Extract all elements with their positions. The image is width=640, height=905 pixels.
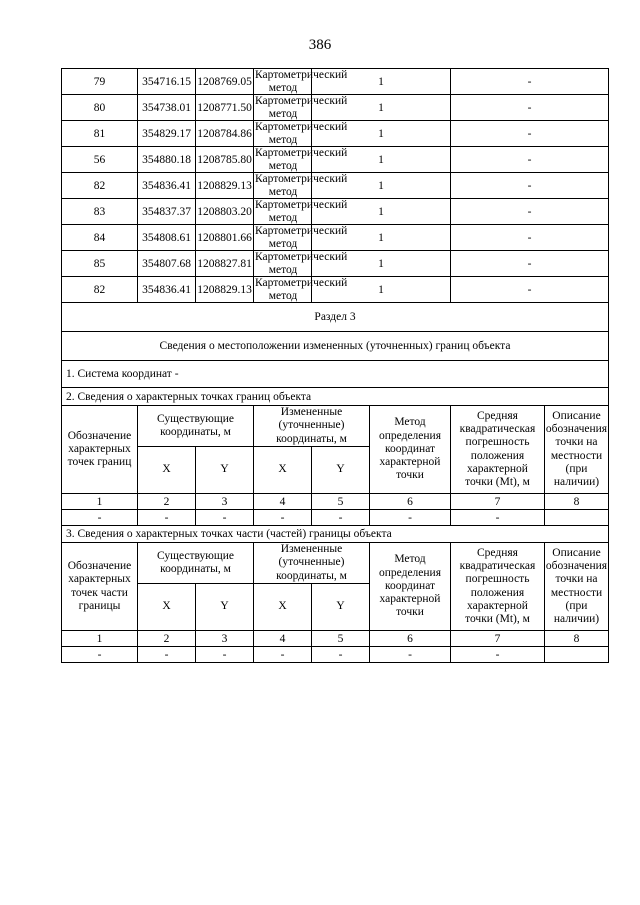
point-id-cell: 83 [62, 199, 138, 225]
header-line: Существующие [156, 412, 234, 425]
y-header: Y [196, 447, 254, 494]
header-line: (при [565, 462, 588, 475]
table-row [62, 277, 609, 303]
y-coordinate-cell: 1208784.86 [196, 121, 254, 147]
empty-value-cell: - [312, 647, 370, 663]
description-cell: - [451, 147, 609, 173]
header-line: Метод [394, 416, 426, 429]
point-id-cell: 82 [62, 277, 138, 303]
method-cell [254, 199, 348, 225]
part3-table-body [62, 543, 609, 663]
header-line: точек части [71, 586, 128, 599]
method-cell [254, 121, 348, 147]
existing-coordinates-header [138, 543, 254, 584]
point-id-cell: 79 [62, 69, 138, 95]
accuracy-cell: 1 [312, 225, 451, 251]
document-sheet [61, 68, 608, 663]
column-number-cell: 4 [254, 494, 312, 510]
column-number-cell: 3 [196, 631, 254, 647]
column-number-cell: 8 [545, 494, 609, 510]
header-line: характерной [379, 456, 441, 469]
header-line: квадратическая [459, 560, 536, 573]
coordinates-body [62, 69, 609, 303]
header-line: координаты, м [160, 426, 231, 438]
column-number-cell: 4 [254, 631, 312, 647]
point-id-cell: 56 [62, 147, 138, 173]
header-line: Средняя [477, 546, 518, 559]
header-line: (при [565, 599, 588, 612]
method-cell [254, 251, 348, 277]
y-header: Y [196, 584, 254, 631]
column-number-row [62, 631, 609, 647]
x-coordinate-cell: 354807.68 [138, 251, 196, 277]
accuracy-cell: 1 [312, 69, 451, 95]
header-line: Описание [552, 409, 601, 422]
method-text: Картометрический метод [255, 147, 348, 172]
method-text: Картометрический метод [255, 199, 348, 224]
header-line: положения [470, 449, 525, 462]
header-line: Обозначение [67, 560, 132, 573]
x-coordinate-cell: 354716.15 [138, 69, 196, 95]
table-row [62, 251, 609, 277]
changed-coordinates-header [254, 543, 370, 584]
header-line: границы [78, 599, 121, 612]
x-coordinate-cell: 354829.17 [138, 121, 196, 147]
empty-value-cell [545, 647, 609, 663]
description-cell: - [451, 121, 609, 147]
description-cell: - [451, 69, 609, 95]
accuracy-cell: 1 [312, 121, 451, 147]
method-text: Картометрический метод [255, 277, 348, 302]
y-coordinate-cell: 1208785.80 [196, 147, 254, 173]
method-cell [254, 69, 348, 95]
header-line: определения [378, 566, 441, 579]
header-line: (уточненные) [278, 419, 345, 432]
point-id-cell: 85 [62, 251, 138, 277]
header-line: точки (Mt), м [465, 475, 530, 488]
empty-value-cell: - [254, 510, 312, 526]
column-number-cell: 7 [451, 631, 545, 647]
point-id-cell: 81 [62, 121, 138, 147]
header-line: квадратическая [459, 423, 536, 436]
header-line: наличии) [553, 612, 600, 625]
y-coordinate-cell: 1208803.20 [196, 199, 254, 225]
y-coordinate-cell: 1208771.50 [196, 95, 254, 121]
empty-value-cell: - [196, 647, 254, 663]
table-row [62, 225, 609, 251]
x-coordinate-cell: 354880.18 [138, 147, 196, 173]
existing-coordinates-header [138, 406, 254, 447]
x-coordinate-cell: 354836.41 [138, 173, 196, 199]
accuracy-cell: 1 [312, 251, 451, 277]
section-title: Раздел 3 [62, 303, 609, 332]
description-cell: - [451, 225, 609, 251]
y-header: Y [312, 447, 370, 494]
header-line: точки (Mt), м [465, 612, 530, 625]
header-line: точки на [555, 573, 598, 586]
method-text: Картометрический метод [255, 95, 348, 120]
accuracy-header [451, 406, 545, 494]
description-cell: - [451, 173, 609, 199]
part2-table-body [62, 406, 609, 526]
description-header [545, 543, 609, 631]
header-line: местности [550, 586, 603, 599]
header-line: обозначения [545, 423, 608, 436]
header-line: координаты, м [276, 432, 347, 445]
method-text: Картометрический метод [255, 69, 348, 94]
header-line: точек границ [67, 456, 132, 469]
header-line: точки [396, 469, 424, 482]
accuracy-header [451, 543, 545, 631]
empty-value-cell: - [370, 510, 451, 526]
method-cell [254, 147, 348, 173]
header-line: обозначения [545, 560, 608, 573]
x-header: X [254, 584, 312, 631]
description-cell: - [451, 95, 609, 121]
column-number-row [62, 494, 609, 510]
point-id-cell: 84 [62, 225, 138, 251]
empty-data-row [62, 647, 609, 663]
point-designation-header [62, 543, 138, 631]
header-row [62, 543, 609, 584]
empty-value-cell: - [451, 647, 545, 663]
y-coordinate-cell: 1208827.81 [196, 251, 254, 277]
x-header: X [138, 447, 196, 494]
method-cell [254, 225, 348, 251]
column-number-cell: 3 [196, 494, 254, 510]
x-coordinate-cell: 354738.01 [138, 95, 196, 121]
empty-value-cell: - [370, 647, 451, 663]
table-row [62, 95, 609, 121]
header-line: погрешность [465, 573, 530, 586]
column-number-cell: 6 [370, 631, 451, 647]
part3-title: 3. Сведения о характерных точках части (частей) границы объекта [62, 526, 609, 543]
coordinate-system-label: 1. Система координат - [62, 361, 609, 388]
description-header [545, 406, 609, 494]
empty-value-cell: - [62, 510, 138, 526]
header-line: погрешность [465, 436, 530, 449]
header-line: характерных [68, 442, 131, 455]
table-row [62, 69, 609, 95]
header-line: характерной [379, 593, 441, 606]
boundary-table [61, 68, 609, 663]
column-number-cell: 5 [312, 494, 370, 510]
method-text: Картометрический метод [255, 251, 348, 276]
method-header [370, 406, 451, 494]
header-line: характерной [467, 462, 528, 475]
method-cell [254, 173, 348, 199]
y-coordinate-cell: 1208829.13 [196, 277, 254, 303]
accuracy-cell: 1 [312, 199, 451, 225]
header-line: Описание [552, 546, 601, 559]
changed-coordinates-header [254, 406, 370, 447]
point-id-cell: 80 [62, 95, 138, 121]
x-coordinate-cell: 354808.61 [138, 225, 196, 251]
column-number-cell: 2 [138, 494, 196, 510]
accuracy-cell: 1 [312, 95, 451, 121]
method-cell [254, 95, 348, 121]
column-number-cell: 7 [451, 494, 545, 510]
header-line: координаты, м [160, 563, 231, 575]
column-number-cell: 1 [62, 494, 138, 510]
header-line: Обозначение [67, 429, 132, 442]
description-cell: - [451, 251, 609, 277]
empty-value-cell: - [451, 510, 545, 526]
point-designation-header [62, 406, 138, 494]
table-row [62, 121, 609, 147]
header-line: определения [378, 429, 441, 442]
empty-value-cell: - [254, 647, 312, 663]
description-cell: - [451, 199, 609, 225]
x-coordinate-cell: 354837.37 [138, 199, 196, 225]
table-row [62, 173, 609, 199]
header-line: Существующие [156, 549, 234, 562]
header-line: координат [384, 442, 436, 455]
column-number-cell: 2 [138, 631, 196, 647]
header-line: (уточненные) [278, 556, 345, 569]
x-header: X [138, 584, 196, 631]
empty-value-cell [545, 510, 609, 526]
header-line: координаты, м [276, 569, 347, 582]
y-coordinate-cell: 1208829.13 [196, 173, 254, 199]
column-number-cell: 8 [545, 631, 609, 647]
header-line: характерных [68, 573, 131, 586]
table-row [62, 147, 609, 173]
header-line: характерной [467, 599, 528, 612]
header-line: наличии) [553, 475, 600, 488]
header-line: Метод [394, 553, 426, 566]
y-header: Y [312, 584, 370, 631]
page-number: 386 [308, 37, 332, 53]
empty-value-cell: - [138, 647, 196, 663]
header-line: точки на [555, 436, 598, 449]
empty-value-cell: - [312, 510, 370, 526]
empty-data-row [62, 510, 609, 526]
method-text: Картометрический метод [255, 173, 348, 198]
method-text: Картометрический метод [255, 225, 348, 250]
method-cell [254, 277, 348, 303]
header-line: координат [384, 579, 436, 592]
column-number-cell: 1 [62, 631, 138, 647]
section-subtitle: Сведения о местоположении измененных (уточненных) границ объекта [62, 332, 609, 361]
method-text: Картометрический метод [255, 121, 348, 146]
table-row [62, 199, 609, 225]
column-number-cell: 5 [312, 631, 370, 647]
empty-value-cell: - [138, 510, 196, 526]
method-header [370, 543, 451, 631]
column-number-cell: 6 [370, 494, 451, 510]
point-id-cell: 82 [62, 173, 138, 199]
header-line: Средняя [477, 409, 518, 422]
header-line: местности [550, 449, 603, 462]
description-cell: - [451, 277, 609, 303]
y-coordinate-cell: 1208769.05 [196, 69, 254, 95]
empty-value-cell: - [196, 510, 254, 526]
header-line: точки [396, 606, 424, 619]
accuracy-cell: 1 [312, 147, 451, 173]
header-row [62, 406, 609, 447]
accuracy-cell: 1 [312, 277, 451, 303]
header-line: Измененные [280, 406, 343, 419]
accuracy-cell: 1 [312, 173, 451, 199]
part2-title: 2. Сведения о характерных точках границ объекта [62, 388, 609, 406]
y-coordinate-cell: 1208801.66 [196, 225, 254, 251]
header-line: Измененные [280, 543, 343, 556]
x-header: X [254, 447, 312, 494]
x-coordinate-cell: 354836.41 [138, 277, 196, 303]
empty-value-cell: - [62, 647, 138, 663]
header-line: положения [470, 586, 525, 599]
